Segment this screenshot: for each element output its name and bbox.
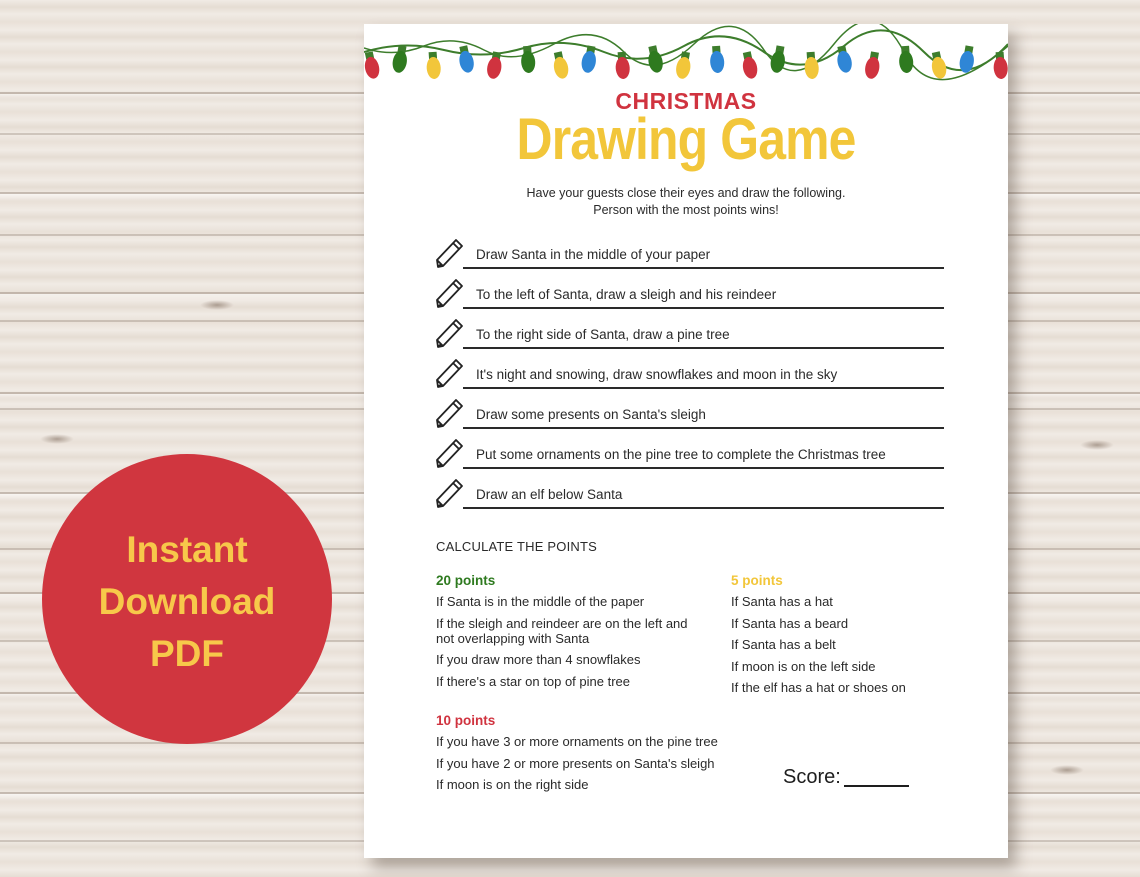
- task-text: Draw an elf below Santa: [476, 487, 623, 502]
- light-bulb: [456, 45, 475, 74]
- light-bulb: [709, 46, 725, 74]
- light-bulb: [740, 51, 759, 80]
- task-text: Draw Santa in the middle of your paper: [476, 247, 711, 262]
- light-bulb: [898, 46, 914, 74]
- light-bulb: [804, 52, 820, 80]
- points-5-heading: 5 points: [731, 573, 783, 588]
- christmas-lights-icon: [364, 24, 1008, 94]
- worksheet-paper: [364, 24, 1008, 858]
- points-item: If you draw more than 4 snowflakes: [436, 652, 641, 667]
- badge-text: [42, 524, 332, 680]
- light-bulb: [391, 45, 409, 74]
- points-20-heading: 20 points: [436, 573, 496, 588]
- points-10-section: [436, 713, 766, 799]
- writing-line: [463, 347, 944, 349]
- task-row: [434, 437, 944, 469]
- badge-line: Download: [98, 581, 276, 622]
- instructions: [364, 185, 1008, 219]
- pencil-icon: [434, 317, 464, 349]
- light-bulb: [674, 51, 692, 80]
- badge-line: PDF: [150, 633, 224, 674]
- light-bulb: [769, 45, 787, 74]
- points-item: If the sleigh and reindeer are on the left and not overlapping with Santa: [436, 615, 688, 646]
- writing-line: [463, 467, 944, 469]
- task-text: Put some ornaments on the pine tree to complete the Christmas tree: [476, 447, 886, 462]
- task-row: [434, 357, 944, 389]
- supertitle: CHRISTMAS: [615, 88, 757, 114]
- light-bulb: [551, 51, 570, 80]
- task-text: It's night and snowing, draw snowflakes and moon in the sky: [476, 367, 838, 382]
- task-row: [434, 277, 944, 309]
- light-bulb: [929, 51, 948, 80]
- task-text: To the right side of Santa, draw a pine tree: [476, 327, 730, 342]
- task-text: Draw some presents on Santa's sleigh: [476, 407, 706, 422]
- pencil-icon: [434, 397, 464, 429]
- points-10-heading: 10 points: [436, 713, 496, 728]
- points-item: If Santa has a hat: [731, 594, 833, 609]
- points-5-section: [731, 573, 971, 702]
- pencil-icon: [434, 437, 464, 469]
- score-label: Score:: [783, 766, 841, 788]
- light-bulb: [645, 45, 664, 74]
- points-item: If you have 2 or more presents on Santa's sleigh: [436, 755, 715, 771]
- points-item: If Santa has a beard: [731, 615, 849, 631]
- points-item: If moon is on the right side: [436, 777, 589, 792]
- points-20-section: [436, 573, 706, 695]
- points-item: If Santa is in the middle of the paper: [436, 594, 645, 609]
- points-item: If there's a star on top of pine tree: [436, 673, 630, 689]
- pencil-icon: [434, 477, 464, 509]
- instructions-line: Person with the most points wins!: [593, 203, 779, 217]
- writing-line: [463, 307, 944, 309]
- task-row: [434, 317, 944, 349]
- points-item: If moon is on the left side: [731, 658, 876, 674]
- task-text: To the left of Santa, draw a sleigh and his reindeer: [476, 287, 777, 302]
- calculate-heading: CALCULATE THE POINTS: [436, 539, 597, 554]
- pencil-icon: [434, 357, 464, 389]
- light-bulb: [426, 52, 442, 80]
- task-row: [434, 397, 944, 429]
- light-bulb: [834, 45, 853, 74]
- score-blank: [844, 785, 909, 787]
- light-bulb: [520, 46, 536, 74]
- writing-line: [463, 507, 944, 509]
- instructions-line: Have your guests close their eyes and draw the following.: [526, 186, 846, 200]
- badge-line: Instant: [126, 529, 248, 570]
- light-bulb: [364, 51, 381, 80]
- light-bulb: [863, 51, 881, 80]
- pencil-icon: [434, 237, 464, 269]
- points-item: If the elf has a hat or shoes on: [731, 680, 906, 695]
- task-row: [434, 477, 944, 509]
- writing-line: [463, 387, 944, 389]
- points-item: If Santa has a belt: [731, 637, 836, 652]
- writing-line: [463, 427, 944, 429]
- pencil-icon: [434, 277, 464, 309]
- points-item: If you have 3 or more ornaments on the pine tree: [436, 734, 718, 749]
- page-title: Drawing Game: [516, 107, 856, 172]
- writing-line: [463, 267, 944, 269]
- instant-download-badge: [42, 454, 332, 744]
- task-row: [434, 237, 944, 269]
